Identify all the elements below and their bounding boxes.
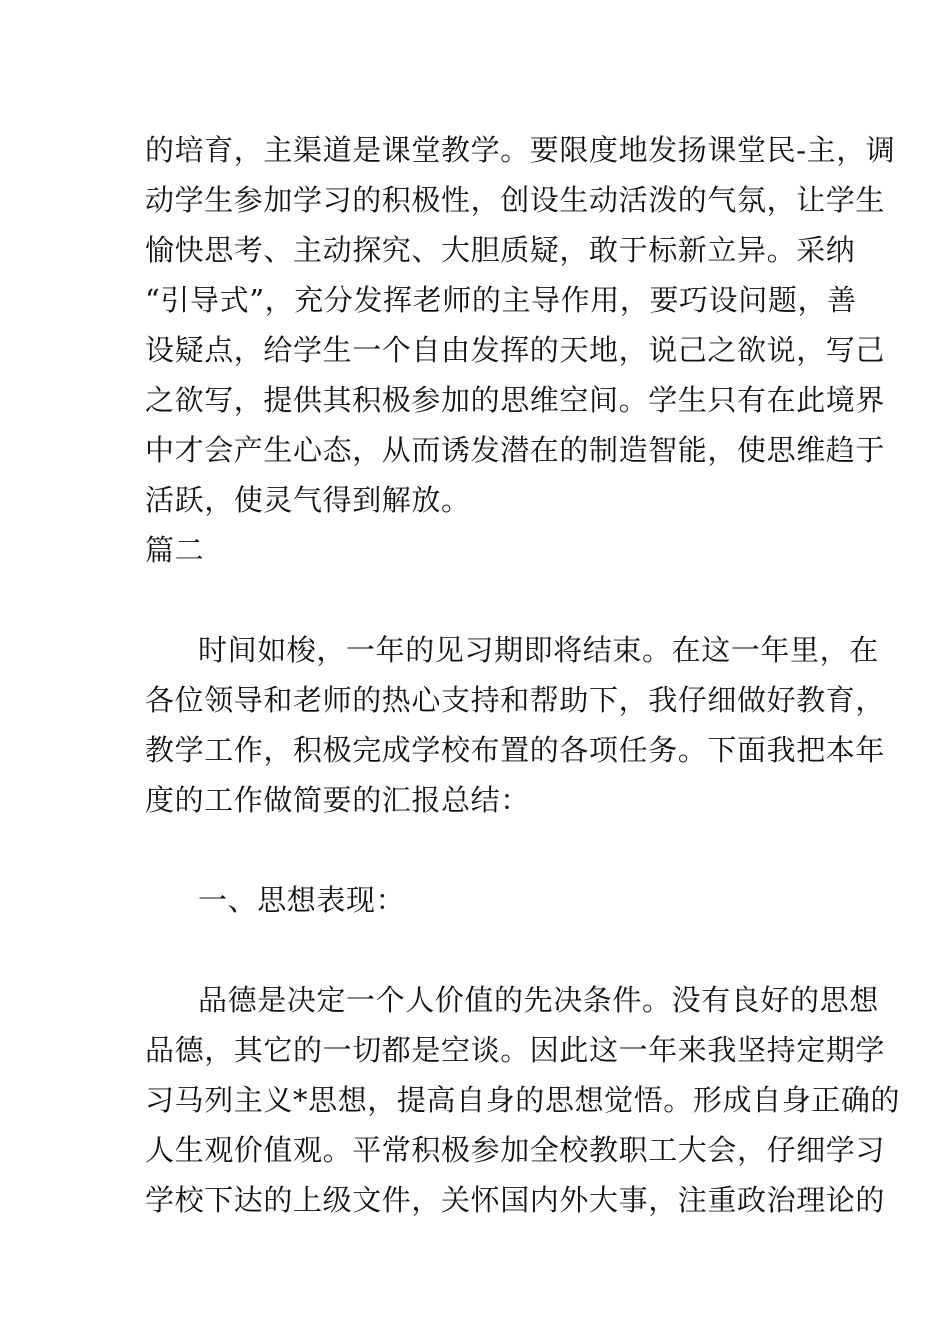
- text-line-7: 中才会产生心态，从而诱发潜在的制造智能，使思维趋于: [145, 433, 886, 467]
- text-line-5: 设疑点，给学生一个自由发挥的天地，说己之欲说，写己: [145, 333, 886, 367]
- text-line-14: 品德，其它的一切都是空谈。因此这一年来我坚持定期学: [145, 1033, 886, 1067]
- subsection-heading: 一、思想表现：: [198, 883, 406, 917]
- section-heading: 篇二: [145, 533, 205, 567]
- text-line-11: 教学工作，积极完成学校布置的各项任务。下面我把本年: [145, 733, 886, 767]
- text-line-15: 习马列主义*思想，提高自身的思想觉悟。形成自身正确的: [145, 1083, 901, 1117]
- text-line-1: 的培育，主渠道是课堂教学。要限度地发扬课堂民-主，调: [145, 133, 896, 167]
- text-line-6: 之欲写，提供其积极参加的思维空间。学生只有在此境界: [145, 383, 886, 417]
- text-line-10: 各位领导和老师的热心支持和帮助下，我仔细做好教育，: [145, 683, 886, 717]
- text-line-16: 人生观价值观。平常积极参加全校教职工大会，仔细学习: [145, 1133, 886, 1167]
- text-line-2: 动学生参加学习的积极性，创设生动活泼的气氛，让学生: [145, 183, 886, 217]
- text-line-13: 品德是决定一个人价值的先决条件。没有良好的思想: [198, 983, 879, 1017]
- text-line-17: 学校下达的上级文件，关怀国内外大事，注重政治理论的: [145, 1183, 886, 1217]
- text-line-8: 活跃，使灵气得到解放。: [145, 483, 471, 517]
- text-line-9: 时间如梭，一年的见习期即将结束。在这一年里，在: [198, 633, 879, 667]
- text-line-12: 度的工作做简要的汇报总结：: [145, 783, 530, 817]
- text-line-4: “引导式”，充分发挥老师的主导作用，要巧设问题，善: [145, 283, 857, 317]
- text-line-3: 愉快思考、主动探究、大胆质疑，敢于标新立异。采纳: [145, 233, 856, 267]
